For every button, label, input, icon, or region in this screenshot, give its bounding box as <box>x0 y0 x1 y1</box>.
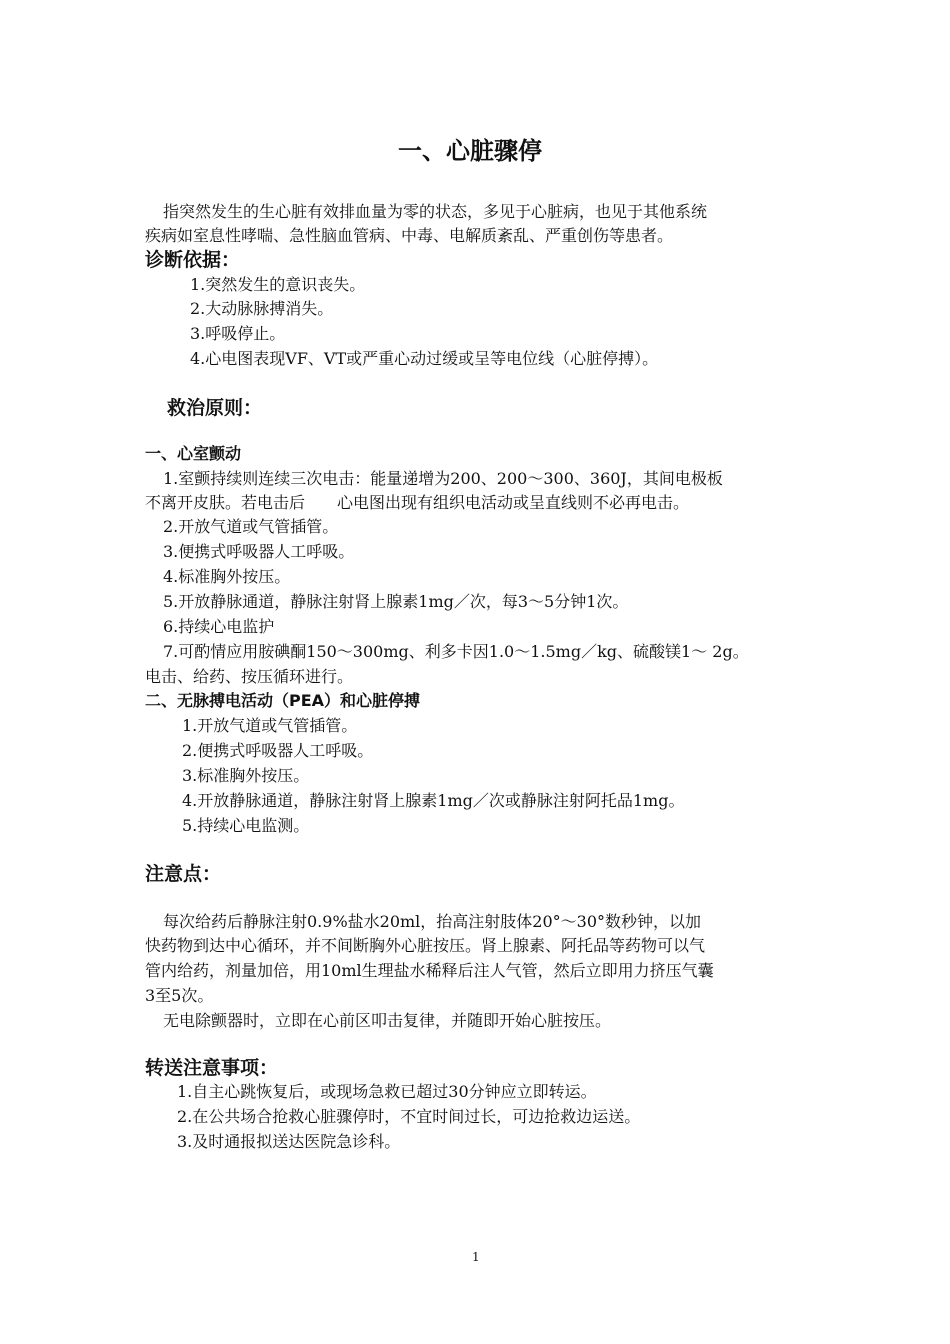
diagnosis-heading: 诊断依据： <box>145 249 241 271</box>
vf-item: 3.便携式呼吸器人工呼吸。 <box>163 542 355 561</box>
notes-line: 3至5次。 <box>145 986 214 1005</box>
pea-item: 1.开放气道或气管插管。 <box>182 716 358 735</box>
notes-line: 每次给药后静脉注射0.9%盐水20ml，抬高注射肢体20°～30°数秒钟，以加 <box>163 912 702 931</box>
vf-item-1-line-2: 不离开皮肤。若电击后 心电图出现有组织电活动或呈直线则不必再电击。 <box>145 493 690 512</box>
intro-line-1: 指突然发生的生心脏有效排血量为零的状态，多见于心脏病，也见于其他系统 <box>163 202 708 221</box>
notes-line-defib: 无电除颤器时，立即在心前区叩击复律，并随即开始心脏按压。 <box>163 1011 612 1030</box>
page-title: 一、心脏骤停 <box>398 137 542 165</box>
notes-line: 管内给药，剂量加倍，用10ml生理盐水稀释后注人气管，然后立即用力挤压气囊 <box>145 961 714 980</box>
diagnosis-item: 4.心电图表现VF、VT或严重心动过缓或呈等电位线（心脏停搏）。 <box>190 349 659 368</box>
transfer-item: 3.及时通报拟送达医院急诊科。 <box>177 1132 401 1151</box>
vf-item: 4.标准胸外按压。 <box>163 567 291 586</box>
intro-line-2: 疾病如室息性哮喘、急性脑血管病、中毒、电解质紊乱、严重创伤等患者。 <box>145 226 674 245</box>
pea-item: 2.便携式呼吸器人工呼吸。 <box>182 741 374 760</box>
diagnosis-item: 2.大动脉脉搏消失。 <box>190 299 334 318</box>
pea-item: 5.持续心电监测。 <box>182 816 310 835</box>
diagnosis-item: 1.突然发生的意识丧失。 <box>190 275 366 294</box>
pea-item: 3.标准胸外按压。 <box>182 766 310 785</box>
vf-item-7-line-1: 7.可酌情应用胺碘酮150～300mg、利多卡因1.0～1.5mg／kg、硫酸镁1～ 2g。 <box>163 642 749 661</box>
page-number: 1 <box>472 1250 480 1264</box>
vf-item: 2.开放气道或气管插管。 <box>163 517 339 536</box>
transfer-item: 1.自主心跳恢复后，或现场急救已超过30分钟应立即转运。 <box>177 1082 597 1101</box>
vf-heading: 一、心室颤动 <box>145 444 242 463</box>
transfer-item: 2.在公共场合抢救心脏骤停时，不宜时间过长，可边抢救边运送。 <box>177 1107 641 1126</box>
vf-item: 5.开放静脉通道，静脉注射肾上腺素1mg／次，每3～5分钟1次。 <box>163 592 629 611</box>
vf-item-1-line-1: 1.室颤持续则连续三次电击：能量递增为200、200～300、360J，其间电极板 <box>163 469 723 488</box>
vf-item-7-line-2: 电击、给药、按压循环进行。 <box>145 667 354 686</box>
vf-item: 6.持续心电监护 <box>163 617 275 636</box>
pea-heading: 二、无脉搏电活动（PEA）和心脏停搏 <box>145 691 421 710</box>
treatment-heading: 救治原则： <box>167 397 263 419</box>
notes-heading: 注意点： <box>145 863 222 885</box>
pea-item: 4.开放静脉通道，静脉注射肾上腺素1mg／次或静脉注射阿托品1mg。 <box>182 791 685 810</box>
transfer-heading: 转送注意事项： <box>145 1057 279 1079</box>
diagnosis-item: 3.呼吸停止。 <box>190 324 286 343</box>
notes-line: 快药物到达中心循环，并不间断胸外心脏按压。肾上腺素、阿托品等药物可以气 <box>145 936 706 955</box>
